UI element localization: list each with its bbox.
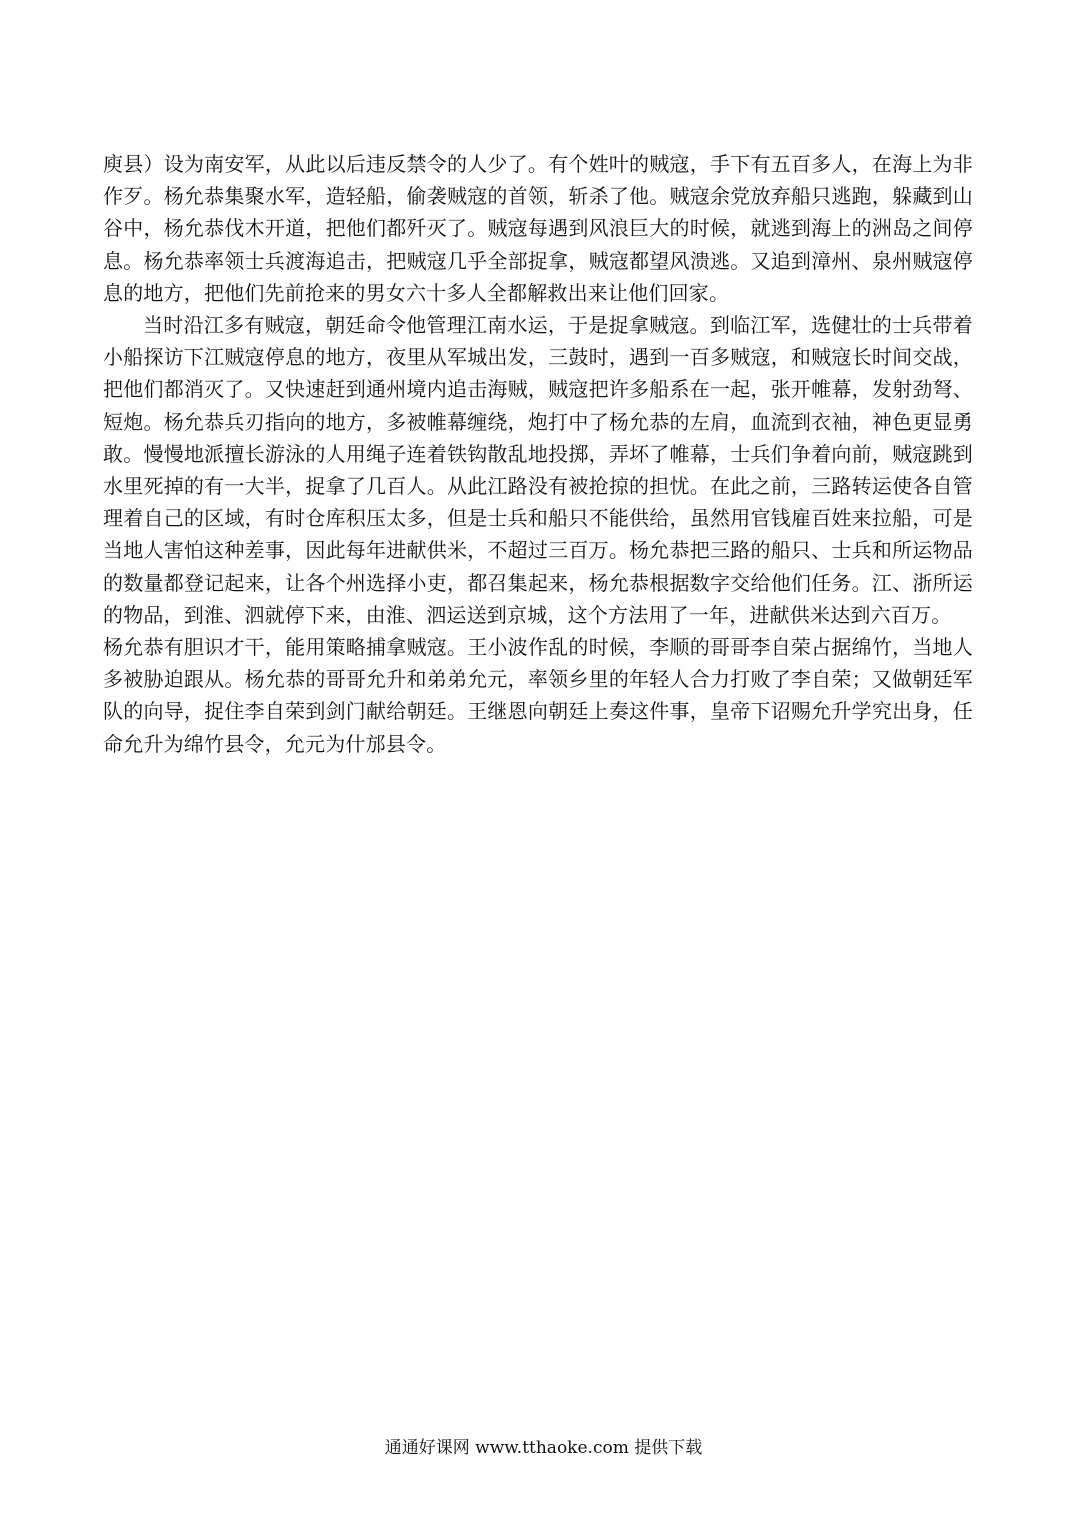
- paragraph-2: 当时沿江多有贼寇，朝廷命令他管理江南水运，于是捉拿贼寇。到临江军，选健壮的士兵带着小船探访下江贼寇停息的地方，夜里从军城出发，三鼓时，遇到一百多贼寇，和贼寇长时间交战，把他们都消灭了。又快速赶到通州境内追击海贼，贼寇把许多船系在一起，张开帷幕，发射劲弩、短炮。杨允恭兵刃指向的地方，多被帷幕缠绕，炮打中了杨允恭的左肩，血流到衣袖，神色更显勇敢。慢慢地派擅长游泳的人用绳子连着铁钩散乱地投掷，弄坏了帷幕，士兵们争着向前，贼寇跳到水里死掉的有一大半，捉拿了几百人。从此江路没有被抢掠的担忧。在此之前，三路转运使各自管理着自己的区域，有时仓库积压太多，但是士兵和船只不能供给，虽然用官钱雇百姓来拉船，可是当地人害怕这种差事，因此每年进献供米，不超过三百万。杨允恭把三路的船只、士兵和所运物品的数量都登记起来，让各个州选择小吏，都召集起来，杨允恭根据数字交给他们任务。江、浙所运的物品，到淮、泗就停下来，由淮、泗运送到京城，这个方法用了一年，进献供米达到六百万。: [103, 313, 973, 627]
- paragraph-1: 庾县）设为南安军，从此以后违反禁令的人少了。有个姓叶的贼寇，手下有五百多人，在海上为非作歹。杨允恭集聚水军，造轻船，偷袭贼寇的首领，斩杀了他。贼寇余党放弃船只逃跑，躲藏到山谷中，杨允恭伐木开道，把他们都歼灭了。贼寇每遇到风浪巨大的时候，就逃到海上的洲岛之间停息。杨允恭率领士兵渡海追击，把贼寇几乎全部捉拿，贼寇都望风溃逃。又追到漳州、泉州贼寇停息的地方，把他们先前抢来的男女六十多人全都解救出来让他们回家。: [103, 152, 973, 305]
- page-footer: 通通好课网 www.tthaoke.com 提供下载: [384, 1438, 703, 1458]
- document-body: [103, 148, 973, 760]
- paragraph-3: 杨允恭有胆识才干，能用策略捕拿贼寇。王小波作乱的时候，李顺的哥哥李自荣占据绵竹，当地人多被胁迫跟从。杨允恭的哥哥允升和弟弟允元，率领乡里的年轻人合力打败了李自荣；又做朝廷军队的向导，捉住李自荣到剑门献给朝廷。王继恩向朝廷上奏这件事，皇帝下诏赐允升学究出身，任命允升为绵竹县令，允元为什邡县令。: [103, 635, 973, 756]
